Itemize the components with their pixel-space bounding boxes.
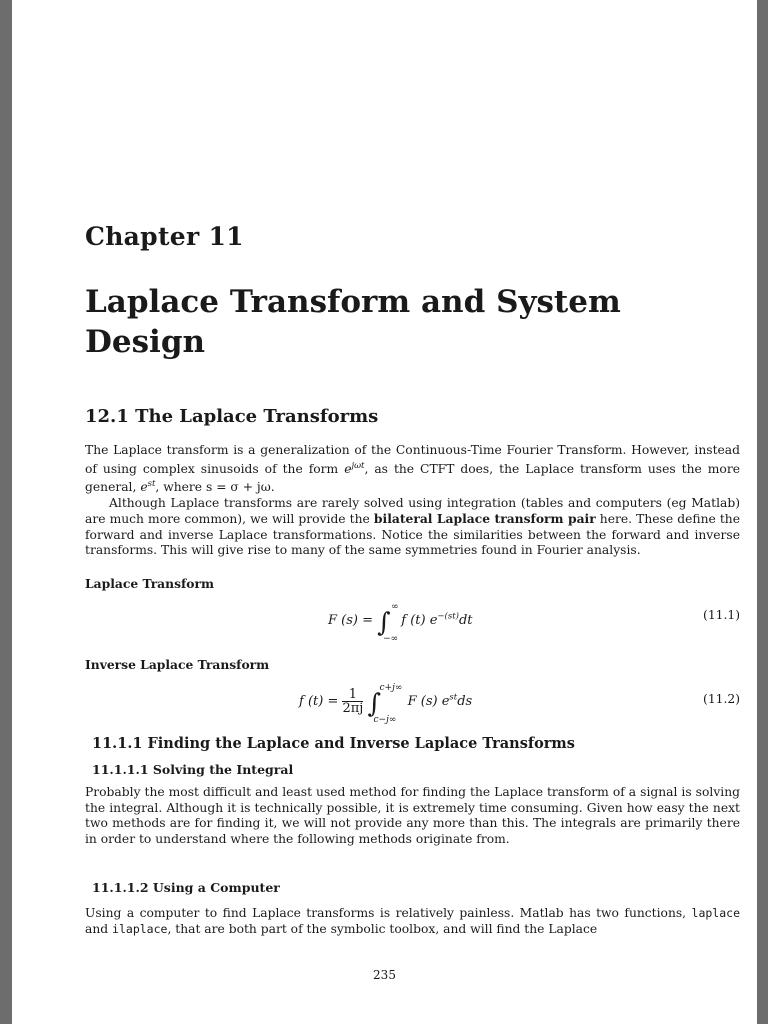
subsubsection-2-heading: 11.1.1.2 Using a Computer <box>92 880 280 895</box>
para4-text-a: Using a computer to find Laplace transforms is relatively painless. Matlab has two functions, <box>85 906 692 920</box>
section-intro <box>85 443 740 559</box>
para2-bold: bilateral Laplace transform pair <box>373 511 596 527</box>
para1-text-e: , where s = σ + jω. <box>155 480 275 495</box>
para1-text-a: The Laplace transform is a generalization of the Continuous-Time Fourier Transform. However, instead of using complex sinusoids of the form <box>85 443 740 476</box>
eq2-frac-num: 1 <box>342 688 363 702</box>
eq1-lhs: F (s) = <box>328 613 373 628</box>
para1-text-c: , as the CTFT does, the Laplace transform uses the more general, <box>85 461 740 495</box>
document-page <box>12 0 757 1024</box>
eq2-expression <box>299 683 473 725</box>
eq2-upper-limit: c+j∞ <box>379 683 403 693</box>
para2-text-a: Although Laplace transforms are rarely solved using integration (tables and computers (eg Matlab) are much more common), we will provide the <box>85 495 740 527</box>
equation-11-1 <box>85 596 740 644</box>
para1-exp-base: e <box>344 461 352 476</box>
eq1-heading: Laplace Transform <box>85 576 214 591</box>
chapter-label: Chapter 11 <box>85 222 244 251</box>
paragraph-2 <box>85 496 740 559</box>
eq2-lower-limit: c−j∞ <box>373 715 397 725</box>
eq1-upper-limit: ∞ <box>391 602 399 612</box>
eq2-frac-den: 2πj <box>342 701 364 716</box>
eq1-number: (11.1) <box>703 608 740 622</box>
eq1-lower-limit: −∞ <box>383 634 399 644</box>
para4-text-b: and <box>85 921 113 936</box>
subsubsection-2-body <box>85 906 740 937</box>
paragraph-4 <box>85 906 740 937</box>
code-laplace: laplace <box>691 906 740 920</box>
para1-exp2-base: e <box>140 480 148 495</box>
eq2-fraction <box>342 688 363 715</box>
para1-exp-sup: jωt <box>351 460 365 471</box>
para1-exp2-sup: st <box>147 479 156 490</box>
subsection-heading: 11.1.1 Finding the Laplace and Inverse Laplace Transforms <box>92 735 575 752</box>
eq1-expression <box>328 602 473 644</box>
eq1-sup: −(st) <box>437 611 459 622</box>
eq1-body: f (t) e <box>401 613 438 628</box>
eq1-tail: dt <box>458 613 473 628</box>
page-number: 235 <box>373 968 396 982</box>
integral-sign-2: ∫ c+j∞ c−j∞ <box>367 683 403 725</box>
subsubsection-1-heading: 11.1.1.1 Solving the Integral <box>92 762 294 777</box>
subsubsection-1-body <box>85 785 740 847</box>
eq2-body: F (s) e <box>407 694 450 709</box>
para2-text-b: here. These define the forward and inverse Laplace transformations. Notice the similarities between the forward and inverse transforms. This will give rise to many of the same symmetries found in Fourier analysis. <box>85 512 741 558</box>
eq2-lhs: f (t) = <box>299 694 339 709</box>
eq2-tail: ds <box>457 694 473 709</box>
paragraph-1 <box>85 443 740 496</box>
chapter-title: Laplace Transform and System Design <box>85 284 621 360</box>
eq2-sup: st <box>449 692 458 703</box>
equation-11-2 <box>85 680 740 724</box>
code-ilaplace: ilaplace <box>112 921 168 936</box>
integral-sign: ∫ ∞ −∞ <box>377 602 399 644</box>
section-heading: 12.1 The Laplace Transforms <box>85 406 379 427</box>
eq2-number: (11.2) <box>703 692 740 706</box>
eq2-heading: Inverse Laplace Transform <box>85 657 270 672</box>
paragraph-3: Probably the most difficult and least used method for finding the Laplace transform of a signal is solving the integral. Although it is technically possible, it is extremely time consuming. Given how easy the next two methods are for finding it, we will not provide any more than this. The integrals are primarily there in order to understand where the following methods originate from. <box>85 785 740 846</box>
para4-text-c: , that are both part of the symbolic toolbox, and will find the Laplace <box>167 921 598 936</box>
